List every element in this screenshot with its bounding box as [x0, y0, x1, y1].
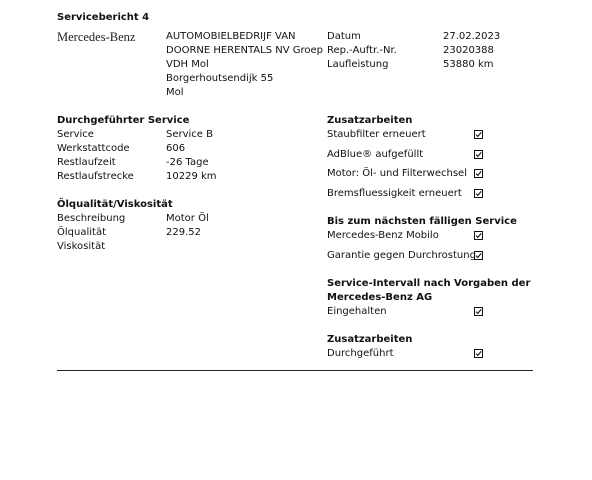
- checkbox-checked-icon[interactable]: [474, 150, 483, 159]
- extras-item-label: Bremsfluessigkeit erneuert: [327, 188, 462, 199]
- oil-quality-label: Ölqualität: [57, 227, 106, 238]
- interval-heading-line-1: Service-Intervall nach Vorgaben der: [327, 278, 531, 289]
- oil-heading: Ölqualität/Viskosität: [57, 199, 173, 210]
- remaining-distance-value: 10229 km: [166, 171, 217, 182]
- mileage-value: 53880 km: [443, 59, 494, 70]
- dealer-line-5: Mol: [166, 87, 184, 98]
- oil-quality-value: 229.52: [166, 227, 201, 238]
- repair-order-value: 23020388: [443, 45, 494, 56]
- extras-item-label: Staubfilter erneuert: [327, 129, 426, 140]
- next-service-item-label: Garantie gegen Durchrostung: [327, 250, 476, 261]
- workshop-code-value: 606: [166, 143, 186, 154]
- extras-item-label: AdBlue® aufgefüllt: [327, 149, 424, 160]
- next-service-heading: Bis zum nächsten fälligen Service: [327, 216, 517, 227]
- brand-logo-text: Mercedes-Benz: [57, 30, 136, 44]
- workshop-code-label: Werkstattcode: [57, 143, 130, 154]
- checkbox-checked-icon[interactable]: [474, 189, 483, 198]
- checkbox-checked-icon[interactable]: [474, 130, 483, 139]
- interval-heading-line-2: Mercedes-Benz AG: [327, 292, 433, 303]
- date-label: Datum: [327, 31, 361, 42]
- mileage-label: Laufleistung: [327, 59, 389, 70]
- remaining-time-label: Restlaufzeit: [57, 157, 116, 168]
- remaining-distance-label: Restlaufstrecke: [57, 171, 134, 182]
- viscosity-label: Viskosität: [57, 241, 106, 252]
- extras-item-label: Motor: Öl- und Filterwechsel: [327, 168, 467, 179]
- oil-description-label: Beschreibung: [57, 213, 126, 224]
- dealer-line-1: AUTOMOBIELBEDRIJF VAN: [166, 31, 296, 42]
- date-value: 27.02.2023: [443, 31, 501, 42]
- service-row-label: Service: [57, 129, 94, 140]
- checkbox-checked-icon[interactable]: [474, 169, 483, 178]
- next-service-item-label: Mercedes-Benz Mobilo: [327, 230, 439, 241]
- bottom-divider: [57, 370, 533, 371]
- interval-item-label: Eingehalten: [327, 306, 387, 317]
- remaining-time-value: -26 Tage: [166, 157, 209, 168]
- extras-heading: Zusatzarbeiten: [327, 115, 413, 126]
- dealer-line-4: Borgerhoutsendijk 55: [166, 73, 274, 84]
- extras2-item-label: Durchgeführt: [327, 348, 394, 359]
- dealer-line-3: VDH Mol: [166, 59, 209, 70]
- checkbox-checked-icon[interactable]: [474, 307, 483, 316]
- checkbox-checked-icon[interactable]: [474, 231, 483, 240]
- checkbox-checked-icon[interactable]: [474, 349, 483, 358]
- service-heading: Durchgeführter Service: [57, 115, 190, 126]
- oil-description-value: Motor Öl: [166, 213, 209, 224]
- checkbox-checked-icon[interactable]: [474, 251, 483, 260]
- repair-order-label: Rep.-Auftr.-Nr.: [327, 45, 397, 56]
- dealer-line-2: DOORNE HERENTALS NV Groep: [166, 45, 323, 56]
- service-row-value: Service B: [166, 129, 213, 140]
- report-title: Servicebericht 4: [57, 12, 150, 23]
- extras2-heading: Zusatzarbeiten: [327, 334, 413, 345]
